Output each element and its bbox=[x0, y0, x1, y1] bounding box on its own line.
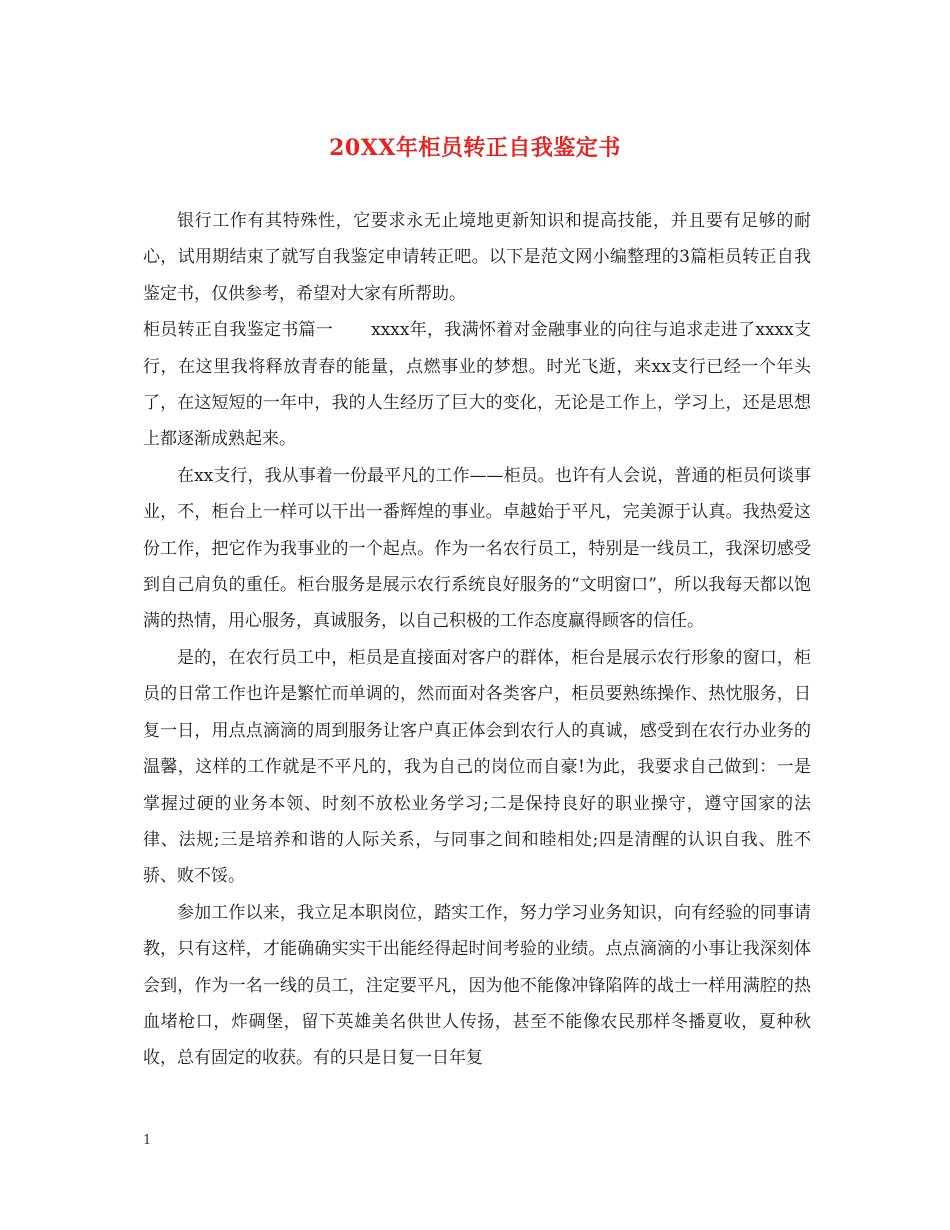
body-paragraph: 在xx支行，我从事着一份最平凡的工作——柜员。也许有人会说，普通的柜员何谈事业，不，柜台上一样可以干出一番辉煌的事业。卓越始于平凡，完美源于认真。我热爱这份工作，把它作为我事业的一个起点。作为一名农行员工，特别是一线员工，我深切感受到自己肩负的重任。柜台服务是展示农行系统良好服务的“文明窗口”，所以我每天都以饱满的热情，用心服务，真诚服务，以自己积极的工作态度赢得顾客的信任。 bbox=[143, 465, 811, 632]
section-paragraph bbox=[143, 312, 811, 458]
body-paragraph: 参加工作以来，我立足本职岗位，踏实工作，努力学习业务知识，向有经验的同事请教，只有这样，才能确确实实干出能经得起时间考验的业绩。点点滴滴的小事让我深刻体会到，作为一名一线的员工，注定要平凡，因为他不能像冲锋陷阵的战士一样用满腔的热血堵枪口，炸碉堡，留下英雄美名供世人传扬，甚至不能像农民那样冬播夏收，夏种秋收，总有固定的收获。有的只是日复一日年复 bbox=[143, 902, 811, 1069]
intro-paragraph: 银行工作有其特殊性，它要求永无止境地更新知识和提高技能，并且要有足够的耐心，试用期结束了就写自我鉴定申请转正吧。以下是范文网小编整理的3篇柜员转正自我鉴定书，仅供参考，希望对大家有所帮助。 bbox=[143, 211, 811, 304]
page-number: 1 bbox=[143, 1133, 152, 1148]
section-first-text: xxxx年，我满怀着对金融事业的向往与追求走进了xxxx支行，在这里我将释放青春的能量，点燃事业的梦想。时光飞逝，来xx支行已经一个年头了，在这短短的一年中，我的人生经历了巨大的变化，无论是工作上，学习上，还是思想上都逐渐成熟起来。 bbox=[143, 320, 812, 450]
document-title: 20XX年柜员转正自我鉴定书 bbox=[329, 135, 621, 161]
section-heading: 柜员转正自我鉴定书篇一 bbox=[143, 320, 334, 341]
document-body bbox=[143, 203, 811, 1077]
body-paragraph: 是的，在农行员工中，柜员是直接面对客户的群体，柜台是展示农行形象的窗口，柜员的日常工作也许是繁忙而单调的，然而面对各类客户，柜员要熟练操作、热忱服务，日复一日，用点点滴滴的周到服务让客户真正体会到农行人的真诚，感受到在农行办业务的温馨，这样的工作就是不平凡的，我为自己的岗位而自豪!为此，我要求自己做到：一是掌握过硬的业务本领、时刻不放松业务学习;二是保持良好的职业操守，遵守国家的法律、法规;三是培养和谐的人际关系，与同事之间和睦相处;四是清醒的认识自我、胜不骄、败不馁。 bbox=[143, 647, 811, 887]
